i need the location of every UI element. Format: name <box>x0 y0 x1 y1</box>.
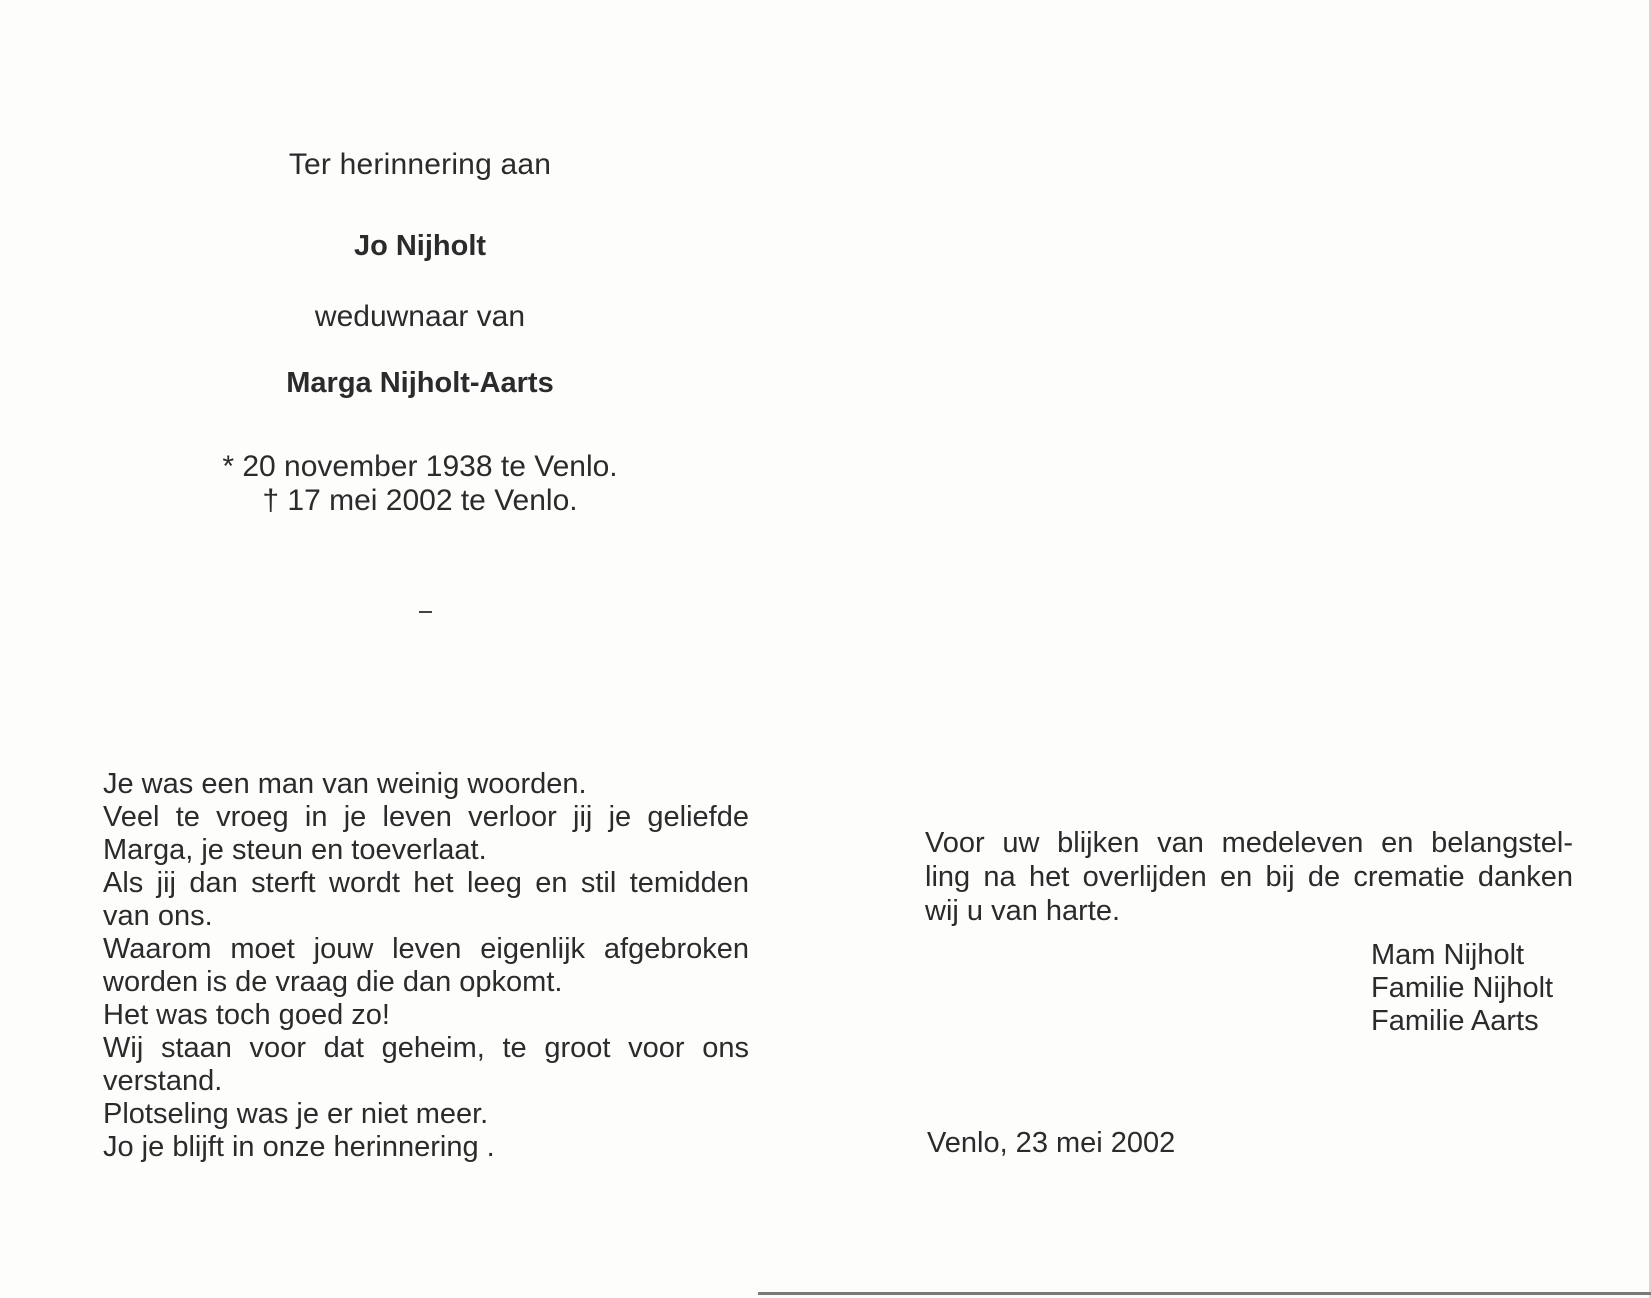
deceased-name: Jo Nijholt <box>353 230 487 262</box>
poem-line: Marga, je steun en toeverlaat. <box>103 834 487 866</box>
thanks-line: wij u van harte. <box>925 895 1121 927</box>
relation-text: weduwnaar van <box>314 300 526 333</box>
poem-text <box>103 768 749 1164</box>
poem-line: Je was een man van weinig woorden. <box>103 768 587 800</box>
signatures <box>1371 939 1553 1038</box>
place-date: Venlo, 23 mei 2002 <box>927 1127 1176 1159</box>
poem-line: Het was toch goed zo! <box>103 999 390 1031</box>
thanks-line: Voor uw blijken van medeleven en belangstel- <box>925 827 1573 859</box>
separator-dash <box>419 611 432 613</box>
death-date: † 17 mei 2002 te Venlo. <box>262 484 578 517</box>
signature-line: Familie Aarts <box>1371 1005 1539 1037</box>
poem-line: verstand. <box>103 1065 223 1097</box>
poem-line: Waarom moet jouw leven eigenlijk afgebroken <box>103 933 749 965</box>
poem-line: Als jij dan sterft wordt het leeg en stil temidden <box>103 867 749 899</box>
poem-line: Jo je blijft in onze herinnering . <box>103 1131 495 1163</box>
spouse-name: Marga Nijholt-Aarts <box>286 367 554 399</box>
memorial-lead-text: Ter herinnering aan <box>288 148 552 181</box>
signature-line: Mam Nijholt <box>1371 939 1525 971</box>
thanks-line: ling na het overlijden en bij de crematie danken <box>925 861 1573 893</box>
poem-line: Veel te vroeg in je leven verloor jij je geliefde <box>103 801 749 833</box>
birth-date: * 20 november 1938 te Venlo. <box>222 450 618 483</box>
poem-line: van ons. <box>103 900 213 932</box>
signature-line: Familie Nijholt <box>1371 972 1554 1004</box>
poem-line: worden is de vraag die dan opkomt. <box>103 966 563 998</box>
poem-line: Plotseling was je er niet meer. <box>103 1098 489 1130</box>
card-bottom-edge <box>758 1292 1651 1295</box>
poem-line: Wij staan voor dat geheim, te groot voor ons <box>103 1032 749 1064</box>
thanks-text <box>925 826 1573 928</box>
